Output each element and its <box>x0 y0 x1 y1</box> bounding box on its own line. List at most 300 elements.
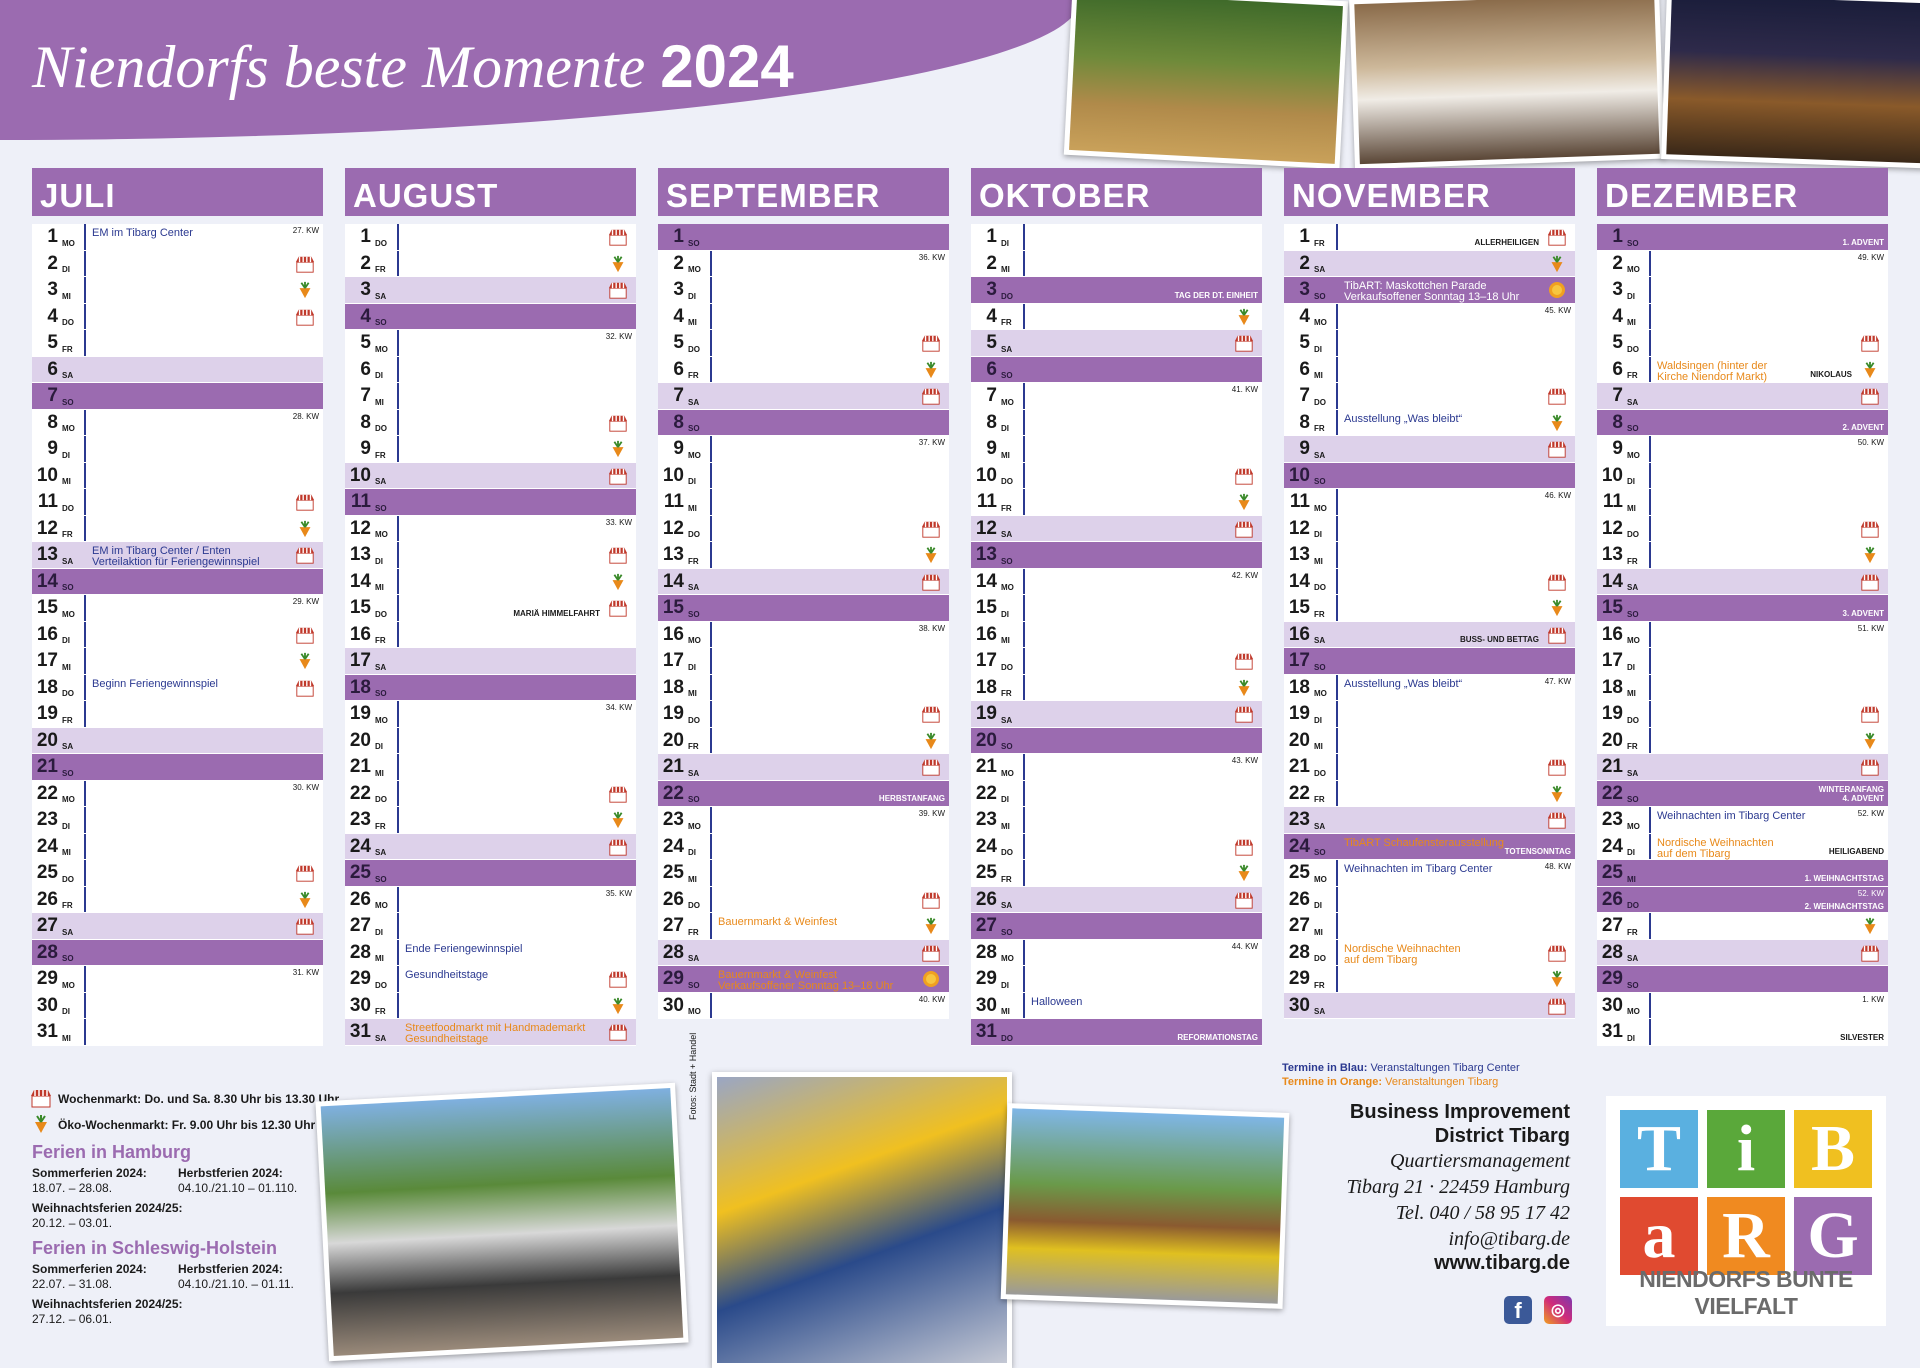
day-row[interactable] <box>32 1019 323 1046</box>
day-number: 30 <box>1288 994 1310 1016</box>
day-row[interactable] <box>971 834 1262 861</box>
day-row[interactable] <box>971 913 1262 940</box>
day-row[interactable] <box>1597 940 1888 967</box>
day-row[interactable] <box>971 463 1262 490</box>
contact-email[interactable]: info@tibarg.de <box>1448 1228 1570 1250</box>
weekday-label: SO <box>1001 742 1013 751</box>
day-row[interactable] <box>1284 277 1575 304</box>
day-row[interactable] <box>345 648 636 675</box>
day-number: 14 <box>349 570 371 592</box>
day-row[interactable] <box>1284 754 1575 781</box>
day-row[interactable] <box>32 463 323 490</box>
day-row[interactable] <box>658 648 949 675</box>
day-row[interactable] <box>1597 860 1888 887</box>
day-row[interactable] <box>1597 436 1888 463</box>
day-number: 18 <box>36 676 58 698</box>
day-row[interactable] <box>971 542 1262 569</box>
carrot-icon <box>921 916 941 936</box>
day-row[interactable] <box>1284 648 1575 675</box>
day-number: 21 <box>1288 756 1310 777</box>
day-row[interactable] <box>32 807 323 834</box>
day-number: 27 <box>36 915 58 936</box>
day-row[interactable] <box>345 834 636 861</box>
day-separator <box>1336 542 1338 568</box>
day-number: 7 <box>47 385 58 406</box>
day-row[interactable] <box>32 436 323 463</box>
day-row[interactable] <box>345 357 636 384</box>
day-row[interactable] <box>345 887 636 914</box>
day-row[interactable] <box>345 383 636 410</box>
day-row[interactable] <box>1284 913 1575 940</box>
month-dezember <box>1597 168 1888 1046</box>
day-row[interactable] <box>658 489 949 516</box>
day-row[interactable] <box>1597 489 1888 516</box>
day-row[interactable] <box>32 781 323 808</box>
carrot-icon <box>921 731 941 751</box>
day-row[interactable] <box>1597 542 1888 569</box>
day-separator <box>84 304 86 330</box>
day-row[interactable] <box>658 251 949 278</box>
event-label: Weihnachten im Tibarg Center <box>1344 863 1493 875</box>
weekday-label: MI <box>1627 689 1636 698</box>
market-stall-icon <box>1547 943 1567 963</box>
day-row[interactable] <box>971 330 1262 357</box>
day-row[interactable] <box>1597 701 1888 728</box>
day-row[interactable] <box>971 595 1262 622</box>
day-number: 1 <box>673 226 684 247</box>
day-separator <box>1023 993 1025 1019</box>
day-row[interactable] <box>32 516 323 543</box>
day-row[interactable] <box>32 701 323 728</box>
market-stall-icon <box>1547 996 1567 1016</box>
day-row[interactable] <box>971 728 1262 755</box>
day-row[interactable] <box>1284 304 1575 331</box>
day-row[interactable] <box>1597 728 1888 755</box>
day-row[interactable] <box>971 357 1262 384</box>
holiday-label: HERBSTANFANG <box>878 794 945 803</box>
day-row[interactable] <box>1284 966 1575 993</box>
day-row[interactable] <box>345 542 636 569</box>
day-row[interactable] <box>1284 463 1575 490</box>
day-row[interactable] <box>658 675 949 702</box>
day-row[interactable] <box>1597 622 1888 649</box>
day-row[interactable] <box>658 834 949 861</box>
day-row[interactable] <box>658 781 949 808</box>
day-row[interactable] <box>658 595 949 622</box>
weekday-label: DO <box>375 609 387 619</box>
day-row[interactable] <box>1284 516 1575 543</box>
holiday-label: 1. WEIHNACHTSTAG <box>1804 873 1884 883</box>
day-row[interactable] <box>971 675 1262 702</box>
weekday-label: SO <box>375 874 387 884</box>
page-title: Niendorfs beste Momente 2024 <box>32 33 794 100</box>
day-row[interactable] <box>1597 1019 1888 1046</box>
day-row[interactable] <box>658 754 949 781</box>
day-number: 19 <box>1601 703 1623 724</box>
weekday-label: DI <box>1314 530 1322 539</box>
day-row[interactable] <box>658 966 949 993</box>
day-row[interactable] <box>658 224 949 251</box>
day-row[interactable] <box>32 622 323 649</box>
day-row[interactable] <box>971 224 1262 251</box>
day-separator <box>397 330 399 356</box>
day-row[interactable] <box>32 860 323 887</box>
day-row[interactable] <box>971 701 1262 728</box>
day-row[interactable] <box>1597 781 1888 808</box>
day-row[interactable] <box>32 569 323 596</box>
day-row[interactable] <box>971 383 1262 410</box>
weekday-label: DO <box>1001 1033 1013 1043</box>
market-stall-icon <box>1860 386 1880 406</box>
day-row[interactable] <box>658 807 949 834</box>
day-separator <box>1336 224 1338 250</box>
day-row[interactable] <box>1597 277 1888 304</box>
weekday-label: SO <box>1314 291 1326 301</box>
week-number: 49. KW <box>1857 252 1884 262</box>
day-row[interactable] <box>345 675 636 702</box>
day-row[interactable] <box>1597 966 1888 993</box>
day-row[interactable] <box>1597 516 1888 543</box>
day-row[interactable] <box>1597 993 1888 1020</box>
day-row[interactable] <box>658 463 949 490</box>
day-number: 24 <box>975 835 997 857</box>
day-row[interactable] <box>1284 224 1575 251</box>
day-separator <box>1023 224 1025 250</box>
weekday-label: DO <box>1314 954 1326 963</box>
day-row[interactable] <box>1284 410 1575 437</box>
day-number: 31 <box>349 1021 371 1042</box>
day-row[interactable] <box>1284 807 1575 834</box>
day-separator <box>1649 463 1651 489</box>
day-separator <box>710 675 712 701</box>
day-row[interactable] <box>971 251 1262 278</box>
day-row[interactable] <box>32 940 323 967</box>
day-row[interactable] <box>971 781 1262 808</box>
day-row[interactable] <box>1284 436 1575 463</box>
day-row[interactable] <box>32 966 323 993</box>
day-row[interactable] <box>1597 357 1888 384</box>
day-row[interactable] <box>32 330 323 357</box>
day-number: 3 <box>360 279 371 300</box>
day-row[interactable] <box>1284 781 1575 808</box>
day-row[interactable] <box>32 542 323 569</box>
day-row[interactable] <box>345 701 636 728</box>
day-row[interactable] <box>345 330 636 357</box>
day-row[interactable] <box>658 542 949 569</box>
weekday-label: FR <box>62 530 73 539</box>
weekday-label: MO <box>688 636 701 645</box>
weekday-label: SO <box>688 609 700 619</box>
day-row[interactable] <box>1597 304 1888 331</box>
weekday-label: DI <box>1627 848 1635 857</box>
day-row[interactable] <box>32 595 323 622</box>
month-september <box>658 168 949 1019</box>
month-title: DEZEMBER <box>1597 168 1888 216</box>
day-number: 31 <box>36 1021 58 1042</box>
day-row[interactable] <box>32 357 323 384</box>
day-row[interactable] <box>1284 251 1575 278</box>
day-row[interactable] <box>1284 940 1575 967</box>
day-row[interactable] <box>971 887 1262 914</box>
event-label: Halloween <box>1031 995 1083 1008</box>
day-separator <box>397 542 399 568</box>
day-row[interactable] <box>32 410 323 437</box>
day-row[interactable] <box>971 304 1262 331</box>
weekday-label: SA <box>62 556 74 566</box>
day-separator <box>710 807 712 833</box>
weekday-label: DI <box>62 1007 70 1016</box>
day-separator <box>1649 251 1651 277</box>
day-row[interactable] <box>658 913 949 940</box>
day-row[interactable] <box>1284 701 1575 728</box>
day-row[interactable] <box>658 383 949 410</box>
weekday-label: SO <box>1001 927 1013 937</box>
day-row[interactable] <box>345 436 636 463</box>
day-separator <box>397 807 399 833</box>
day-row[interactable] <box>1284 860 1575 887</box>
day-number: 18 <box>662 676 684 698</box>
weekday-label: FR <box>1627 742 1638 751</box>
day-row[interactable] <box>1284 834 1575 861</box>
day-row[interactable] <box>32 251 323 278</box>
day-row[interactable] <box>1597 648 1888 675</box>
day-number: 28 <box>1288 941 1310 963</box>
day-row[interactable] <box>1597 754 1888 781</box>
day-row[interactable] <box>1284 595 1575 622</box>
day-row[interactable] <box>971 622 1262 649</box>
day-row[interactable] <box>32 383 323 410</box>
day-number: 15 <box>36 597 58 618</box>
ferien-hamburg-summer: Sommerferien 2024: 18.07. – 28.08. <box>32 1166 147 1195</box>
weekday-label: MI <box>375 954 384 963</box>
day-row[interactable] <box>1284 675 1575 702</box>
weekday-label: DO <box>1314 397 1326 407</box>
day-row[interactable] <box>1284 569 1575 596</box>
day-row[interactable] <box>345 595 636 622</box>
market-stall-icon <box>1547 757 1567 777</box>
day-row[interactable] <box>345 754 636 781</box>
carrot-icon <box>1547 784 1567 804</box>
day-row[interactable] <box>971 436 1262 463</box>
day-row[interactable] <box>1597 834 1888 861</box>
day-row[interactable] <box>971 993 1262 1020</box>
day-row[interactable] <box>658 330 949 357</box>
day-row[interactable] <box>971 1019 1262 1046</box>
day-row[interactable] <box>345 993 636 1020</box>
weekday-label: MO <box>688 450 701 460</box>
weekday-label: MI <box>1314 556 1323 566</box>
day-row[interactable] <box>345 940 636 967</box>
day-number: 12 <box>662 517 684 539</box>
day-row[interactable] <box>345 277 636 304</box>
day-separator <box>397 516 399 542</box>
day-row[interactable] <box>345 251 636 278</box>
day-row[interactable] <box>658 436 949 463</box>
day-row[interactable] <box>1284 383 1575 410</box>
day-separator <box>1336 781 1338 807</box>
logo-tile-b: B <box>1794 1110 1872 1188</box>
day-row[interactable] <box>658 701 949 728</box>
week-number: 1. KW <box>1862 994 1884 1004</box>
day-number: 16 <box>662 623 684 645</box>
day-row[interactable] <box>1597 330 1888 357</box>
day-row[interactable] <box>971 410 1262 437</box>
day-row[interactable] <box>658 860 949 887</box>
day-row[interactable] <box>658 277 949 304</box>
day-row[interactable] <box>32 993 323 1020</box>
day-row[interactable] <box>1597 463 1888 490</box>
day-row[interactable] <box>32 913 323 940</box>
day-row[interactable] <box>345 410 636 437</box>
weekday-label: SO <box>1314 848 1326 857</box>
weekday-label: MI <box>688 874 697 884</box>
carrot-icon <box>1860 731 1880 751</box>
day-separator <box>1336 701 1338 727</box>
day-row[interactable] <box>345 860 636 887</box>
day-number: 19 <box>662 703 684 724</box>
day-row[interactable] <box>345 224 636 251</box>
weekday-label: SO <box>62 583 74 592</box>
day-separator <box>710 648 712 674</box>
day-row[interactable] <box>971 489 1262 516</box>
day-row[interactable] <box>658 728 949 755</box>
weekday-label: SA <box>1001 901 1013 910</box>
day-row[interactable] <box>1284 489 1575 516</box>
day-row[interactable] <box>1597 807 1888 834</box>
day-separator <box>710 728 712 754</box>
weekday-label: SA <box>375 291 387 301</box>
day-row[interactable] <box>971 807 1262 834</box>
day-row[interactable] <box>971 754 1262 781</box>
weekday-label: SA <box>375 1033 387 1043</box>
day-row[interactable] <box>345 622 636 649</box>
day-number: 4 <box>1612 305 1623 327</box>
photo-plush-ducks <box>712 1072 1012 1368</box>
contact-website[interactable]: www.tibarg.de <box>1434 1252 1570 1274</box>
day-row[interactable] <box>32 887 323 914</box>
day-row[interactable] <box>1284 357 1575 384</box>
carrot-icon <box>1547 413 1567 433</box>
day-row[interactable] <box>345 913 636 940</box>
day-row[interactable] <box>971 569 1262 596</box>
day-row[interactable] <box>971 940 1262 967</box>
day-row[interactable] <box>32 754 323 781</box>
day-row[interactable] <box>1284 887 1575 914</box>
day-row[interactable] <box>32 728 323 755</box>
day-row[interactable] <box>658 410 949 437</box>
day-separator <box>1649 993 1651 1019</box>
day-row[interactable] <box>658 622 949 649</box>
day-number: 25 <box>36 862 58 883</box>
day-row[interactable] <box>32 224 323 251</box>
day-row[interactable] <box>345 463 636 490</box>
day-row[interactable] <box>345 966 636 993</box>
day-row[interactable] <box>1597 595 1888 622</box>
day-row[interactable] <box>1284 542 1575 569</box>
photo-food-truck <box>315 1083 688 1361</box>
day-number: 25 <box>349 862 371 883</box>
day-row[interactable] <box>1597 410 1888 437</box>
day-separator <box>710 463 712 489</box>
day-row[interactable] <box>32 304 323 331</box>
day-row[interactable] <box>32 834 323 861</box>
day-number: 17 <box>975 650 997 671</box>
day-row[interactable] <box>345 516 636 543</box>
day-row[interactable] <box>658 516 949 543</box>
day-row[interactable] <box>1597 913 1888 940</box>
day-row[interactable] <box>32 648 323 675</box>
day-row[interactable] <box>345 781 636 808</box>
market-stall-icon <box>1234 890 1254 910</box>
day-row[interactable] <box>345 728 636 755</box>
day-row[interactable] <box>1597 383 1888 410</box>
week-number: 48. KW <box>1544 862 1571 871</box>
day-row[interactable] <box>1284 728 1575 755</box>
event-label: Gesundheitstage <box>405 969 489 981</box>
day-row[interactable] <box>32 277 323 304</box>
weekday-label: MI <box>62 662 71 672</box>
day-row[interactable] <box>345 304 636 331</box>
day-row[interactable] <box>1597 675 1888 702</box>
weekday-label: MO <box>62 795 75 804</box>
day-row[interactable] <box>971 860 1262 887</box>
day-row[interactable] <box>658 569 949 596</box>
day-number: 23 <box>662 809 684 830</box>
day-row[interactable] <box>1597 224 1888 251</box>
weekday-label: DO <box>62 874 74 884</box>
day-separator <box>397 887 399 913</box>
weekday-label: DI <box>1314 715 1322 725</box>
sun-icon <box>921 969 941 989</box>
instagram-icon[interactable]: ◎ <box>1544 1296 1572 1324</box>
day-row[interactable] <box>1597 251 1888 278</box>
day-row[interactable] <box>345 807 636 834</box>
day-number: 8 <box>360 411 371 433</box>
day-row[interactable] <box>1284 993 1575 1020</box>
market-stall-icon <box>1860 704 1880 724</box>
week-number: 50. KW <box>1857 438 1884 447</box>
market-stall-icon <box>921 519 941 539</box>
weekday-label: MO <box>62 424 75 433</box>
facebook-icon[interactable]: f <box>1504 1296 1532 1324</box>
day-row[interactable] <box>971 966 1262 993</box>
day-row[interactable] <box>345 489 636 516</box>
holiday-label: BUSS- UND BETTAG <box>1460 635 1539 644</box>
day-row[interactable] <box>345 569 636 596</box>
day-row[interactable] <box>658 304 949 331</box>
day-row[interactable] <box>1284 622 1575 649</box>
day-row[interactable] <box>658 887 949 914</box>
day-row[interactable] <box>1597 569 1888 596</box>
day-row[interactable] <box>345 1019 636 1046</box>
day-row[interactable] <box>971 277 1262 304</box>
day-row[interactable] <box>971 648 1262 675</box>
day-row[interactable] <box>32 489 323 516</box>
day-row[interactable] <box>658 357 949 384</box>
day-row[interactable] <box>32 675 323 702</box>
day-row[interactable] <box>971 516 1262 543</box>
day-number: 15 <box>975 597 997 618</box>
day-row[interactable] <box>658 993 949 1020</box>
day-number: 9 <box>47 438 58 459</box>
day-row[interactable] <box>1597 887 1888 914</box>
day-row[interactable] <box>1284 330 1575 357</box>
day-separator <box>397 251 399 277</box>
day-row[interactable] <box>658 940 949 967</box>
weekday-label: SA <box>1627 954 1639 963</box>
day-separator <box>710 357 712 383</box>
day-number: 3 <box>986 279 997 300</box>
